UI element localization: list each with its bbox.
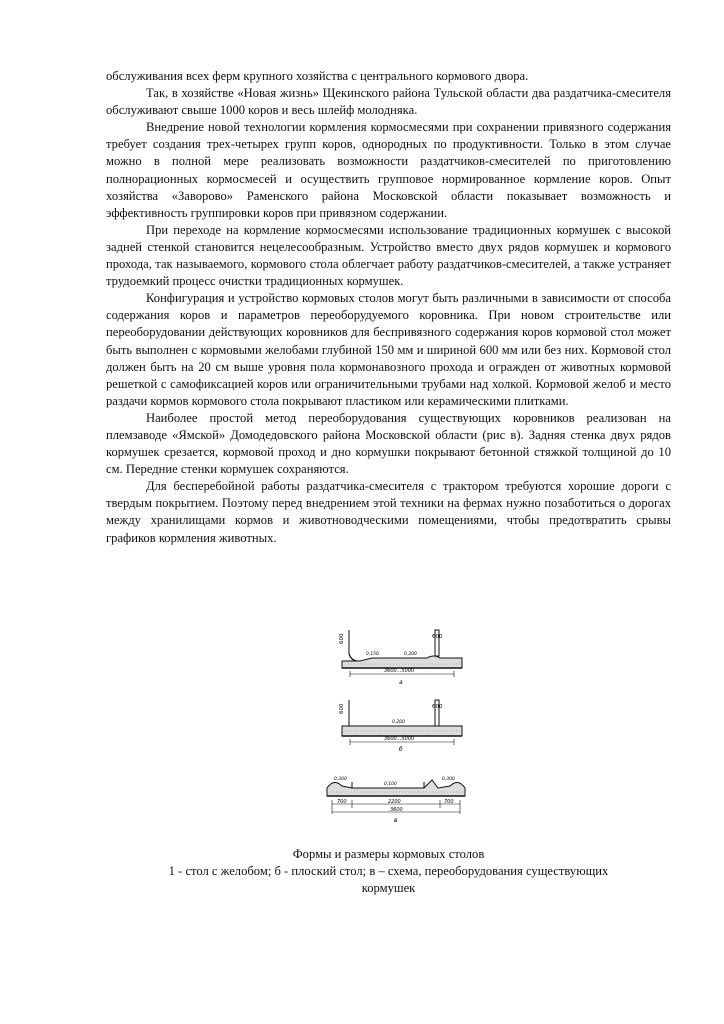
paragraph: Конфигурация и устройство кормовых столов могут быть различными в зависимости от способа содержания коров и параметров переоборудуемого коровника. При новом строительстве или переоборудовании действующих коровников для беспривязного содержания коров кормовой стол может быть выполнен с кормовыми желобами глубиной 150 мм и шириной 600 мм или без них. Кормовой стол должен быть на 20 см выше уровня пола кормонавозного прохода и огражден от животных кормовой решеткой с самофиксацией коров или ограничительными трубами над холкой. Кормовой желоб и место раздачи кормов кормового стола покрывают пластиком или керамическими плитками. [106,291,671,408]
diagram-letter: в [394,817,398,824]
segment-left-label: 700 [337,799,347,805]
segment-right-label: 700 [444,799,454,805]
diagram-c [327,776,465,824]
feed-table-diagram [322,628,472,833]
height-right-label: 600 [432,634,443,640]
paragraph: Для бесперебойной работы раздатчика-смесителя с трактором требуются хорошие дороги с твердым покрытием. Поэтому перед внедрением этой техники на фермах нужно позаботиться о дорогах между хранилищами кормов и животноводческими помещениями, чтобы предотвратить срывы графиков кормления животных. [106,479,671,545]
diagram-letter: а [399,679,403,686]
caption-line: кормушек [361,881,416,896]
span-label: 3600...5000 [384,668,415,674]
level-mid-label: 0,200 [392,720,405,725]
paragraph: Так, в хозяйстве «Новая жизнь» Щекинского района Тульской области два раздатчика-смесителя обслуживают свыше 1000 коров и весь шлейф молодняка. [106,86,671,118]
height-left-label: 600 [339,633,345,644]
level-mid-label: 0,200 [404,652,417,657]
paragraph: обслуживания всех ферм крупного хозяйства с центрального кормового двора. [106,69,529,83]
paragraph: Наиболее простой метод переоборудования существующих коровников реализован на племзаводе «Ямской» Домодедовского района Московской области (рис в). Задняя стенка двух рядов кормушек срезается, кормовой проход и дно кормушки покрывают бетонной стяжкой толщиной до 10 см. Передние стенки кормушек сохраняются. [106,410,671,477]
diagram-b [339,700,462,753]
level-right-label: 0,300 [442,777,455,782]
diagram-letter: б [399,746,403,753]
diagram-a [339,630,462,686]
segment-mid-label: 2200 [388,799,401,805]
level-mid-label: 0,100 [384,782,397,787]
caption-title: Формы и размеры кормовых столов [292,847,485,861]
level-left-label: 0,150 [366,652,379,657]
figure-caption [106,846,671,897]
feed-table-figure [322,628,472,833]
height-left-label: 600 [339,703,345,714]
span-label: 3600...5000 [384,736,415,742]
paragraph: При переходе на кормление кормосмесями использование традиционных кормушек с высокой задней стенкой становится нецелесообразным. Устройство вместо двух рядов кормушек и кормового прохода, так называемого, кормового стола облегчает работу раздатчиков-смесителей, а также устраняет трудоемкий процесс очистки традиционных кормушек. [106,222,671,289]
level-left-label: 0,300 [334,777,347,782]
height-right-label: 600 [432,704,443,710]
span-label: 3600 [390,807,403,813]
paragraph: Внедрение новой технологии кормления кормосмесями при сохранении привязного содержания требует создания трех-четырех групп коров, однородных по продуктивности. Только в этом случае можно в полной мере реализовать возможности раздатчиков-смесителей по приготовлению полнорационных кормосмесей и осуществить групповое нормированное кормление коров. Опыт хозяйства «Заворово» Раменского района Московской области показывает возможность и эффективность группировки коров при привязном содержании. [106,120,671,220]
caption-line: 1 - стол с желобом; б - плоский стол; в – схема, переоборудования существующих [168,864,609,879]
body-text [106,68,671,547]
